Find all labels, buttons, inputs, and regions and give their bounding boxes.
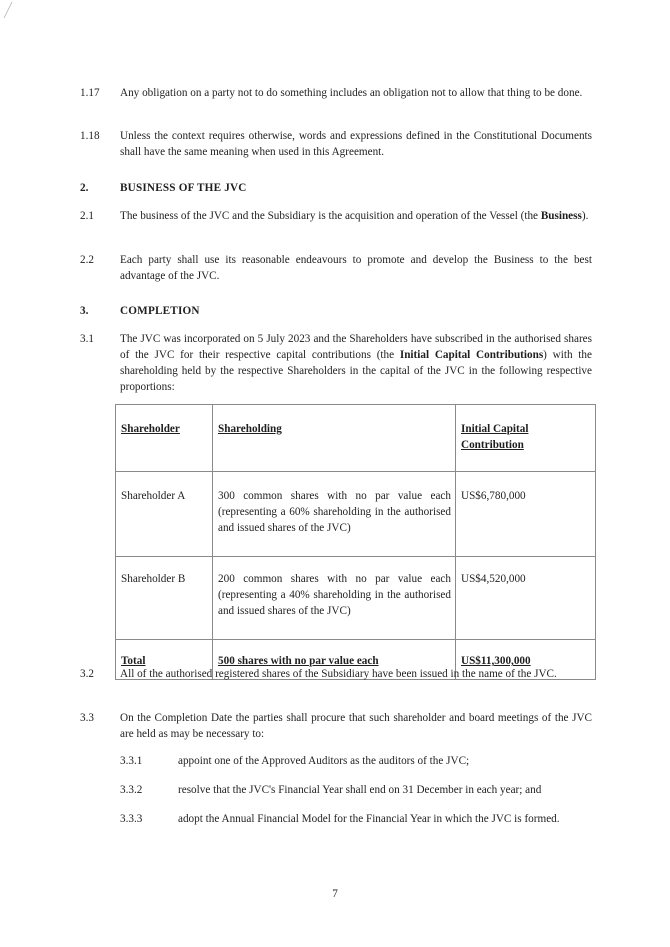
clause-text: All of the authorised registered shares of the Subsidiary have been issued in the name of the JVC. xyxy=(120,668,557,680)
section-number: 3. xyxy=(80,305,89,317)
text-run: The business of the JVC and the Subsidiary is the acquisition and operation of the Vessel (the xyxy=(120,210,541,222)
pen-mark-icon xyxy=(2,0,14,22)
total-label: 500 shares with no par value each xyxy=(218,655,379,667)
clause-text xyxy=(120,331,592,395)
section-heading-2 xyxy=(80,180,592,196)
table-cell: Shareholder B xyxy=(116,557,213,640)
total-label: Total xyxy=(121,655,146,667)
clause-text: resolve that the JVC's Financial Year shall end on 31 December in each year; and xyxy=(178,784,542,796)
header-cell xyxy=(456,405,596,472)
text-run: The JVC was incorporated on 5 July 2023 and the Shareholders have subscribed in the authorised shares of the JVC for their respective capital contributions (the xyxy=(120,333,592,361)
clause-number: 3.3.3 xyxy=(120,813,143,825)
clause-3-3 xyxy=(80,710,592,742)
clause-number: 3.3 xyxy=(80,712,94,724)
section-number: 2. xyxy=(80,182,89,194)
total-label: US$11,300,000 xyxy=(461,655,531,667)
clause-2-1 xyxy=(80,208,592,224)
clause-3-3-3 xyxy=(120,811,592,827)
table-cell: 300 common shares with no par value each (representing a 60% shareholding in the authorised and issued shares of the JVC) xyxy=(213,472,456,557)
header-label: Initial Capital Contribution xyxy=(461,423,529,451)
clause-number: 3.2 xyxy=(80,668,94,680)
clause-number: 1.18 xyxy=(80,130,100,142)
clause-text: Each party shall use its reasonable endeavours to promote and develop the Business to the best advantage of the JVC. xyxy=(120,254,592,282)
clause-text: On the Completion Date the parties shall procure that such shareholder and board meetings of the JVC are held as may be necessary to: xyxy=(120,712,592,740)
defined-term: Initial Capital Contributions xyxy=(399,349,544,361)
clause-number: 2.1 xyxy=(80,210,94,222)
header-cell xyxy=(213,405,456,472)
text-run: ). xyxy=(581,210,589,222)
clause-text: Any obligation on a party not to do something includes an obligation not to allow that thing to be done. xyxy=(120,87,583,99)
section-title: BUSINESS OF THE JVC xyxy=(120,182,247,194)
clause-2-2 xyxy=(80,252,592,284)
table-cell: US$4,520,000 xyxy=(456,557,596,640)
clause-text: appoint one of the Approved Auditors as the auditors of the JVC; xyxy=(178,755,470,767)
table-row xyxy=(116,557,596,640)
section-heading-3 xyxy=(80,303,592,319)
clause-3-3-1 xyxy=(120,753,592,769)
clause-text: adopt the Annual Financial Model for the Financial Year in which the JVC is formed. xyxy=(178,813,560,825)
page-number: 7 xyxy=(332,888,338,900)
table-header-row xyxy=(116,405,596,472)
header-cell xyxy=(116,405,213,472)
section-title: COMPLETION xyxy=(120,305,200,317)
clause-text: Unless the context requires otherwise, words and expressions defined in the Constitutional Documents shall have the same meaning when used in this Agreement. xyxy=(120,130,592,158)
header-label: Shareholder xyxy=(121,423,180,435)
clause-number: 2.2 xyxy=(80,254,94,266)
table-cell: US$6,780,000 xyxy=(456,472,596,557)
table-cell: 200 common shares with no par value each (representing a 40% shareholding in the authorised and issued shares of the JVC) xyxy=(213,557,456,640)
clause-3-2 xyxy=(80,666,592,682)
clause-3-1 xyxy=(80,331,592,395)
table-cell: Shareholder A xyxy=(116,472,213,557)
table-row xyxy=(116,472,596,557)
clause-number: 3.3.2 xyxy=(120,784,143,796)
clause-text xyxy=(120,208,592,224)
text-run: ) with the shareholding held by the respective Shareholders in the capital of the JVC in the following respective proportions: xyxy=(120,349,592,393)
shareholding-table xyxy=(115,404,596,680)
clause-number: 3.1 xyxy=(80,333,94,345)
clause-number: 1.17 xyxy=(80,87,100,99)
defined-term: Business xyxy=(540,210,582,222)
header-label: Shareholding xyxy=(218,423,282,435)
clause-1-17 xyxy=(80,85,592,101)
clause-1-18 xyxy=(80,128,592,160)
clause-3-3-2 xyxy=(120,782,592,798)
clause-number: 3.3.1 xyxy=(120,755,143,767)
